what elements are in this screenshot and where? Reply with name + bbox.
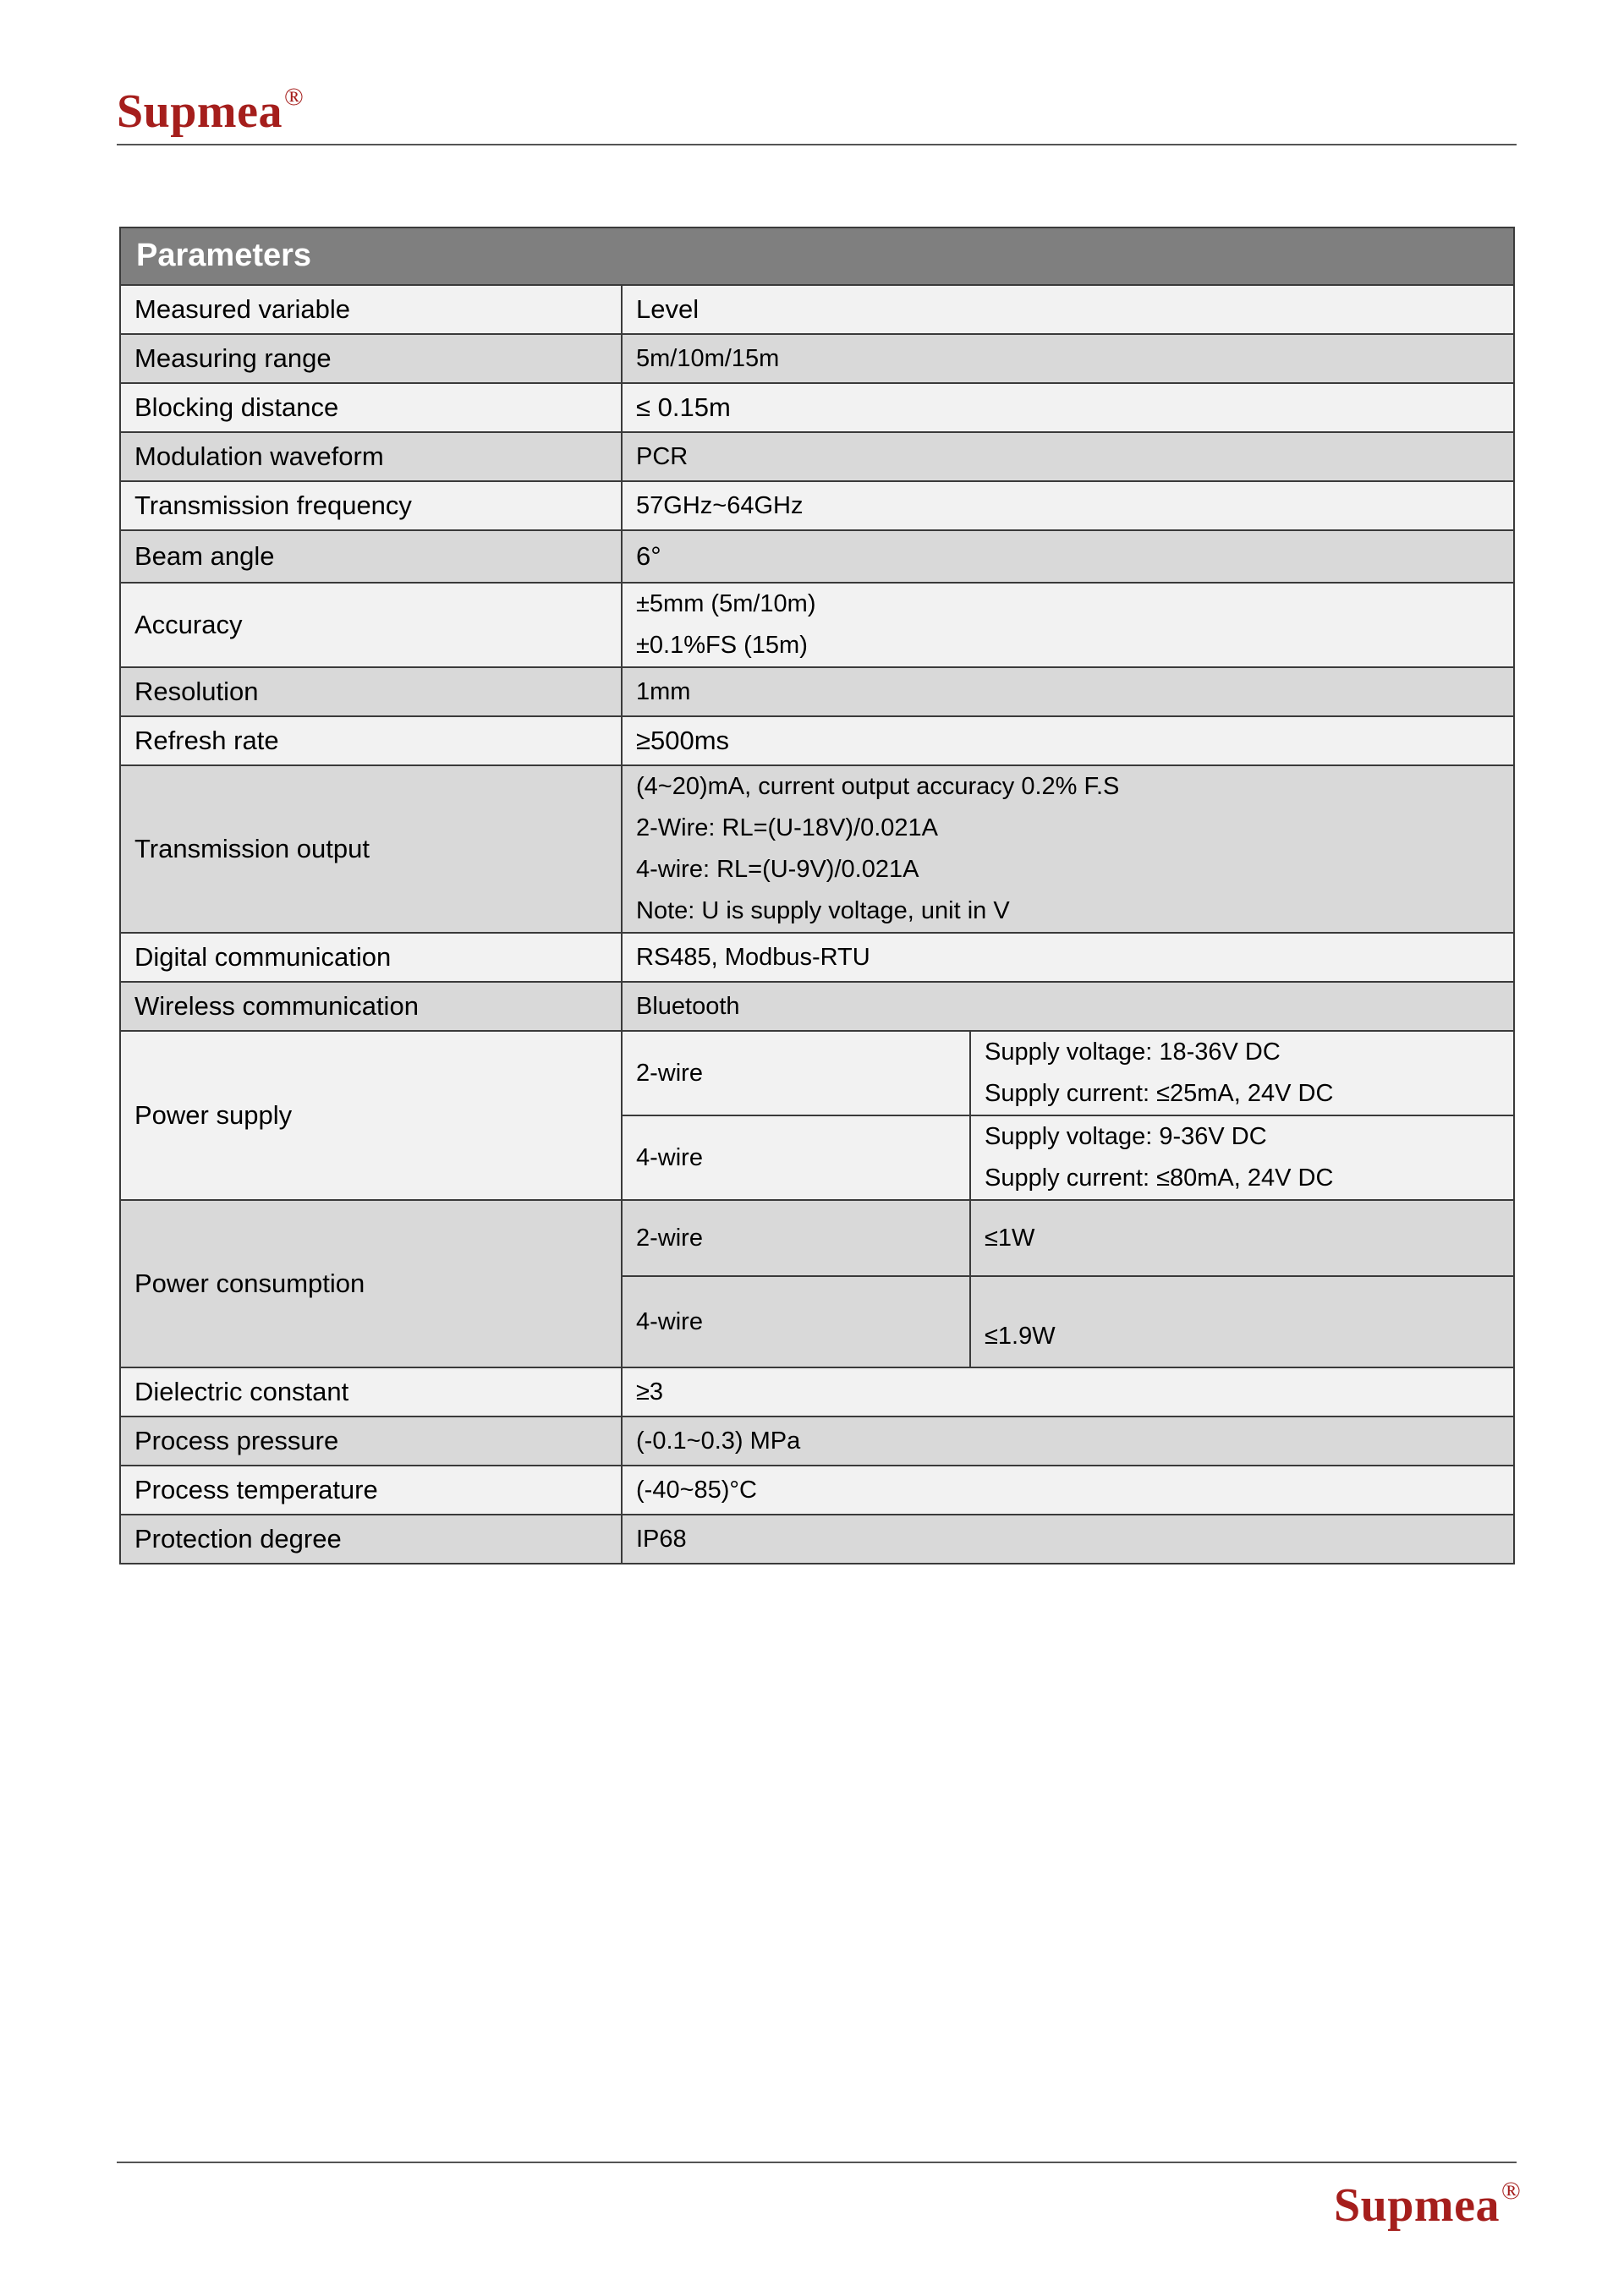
param-value: RS485, Modbus-RTU — [622, 933, 1514, 982]
sub-value: ≤1.9W — [970, 1276, 1514, 1367]
param-label: Digital communication — [120, 933, 622, 982]
table-row — [120, 716, 1514, 765]
table-row — [120, 481, 1514, 530]
param-label: Wireless communication — [120, 982, 622, 1031]
table-row — [120, 667, 1514, 716]
table-row — [120, 1367, 1514, 1417]
param-value: (-40~85)°C — [622, 1466, 1514, 1515]
value-line: Note: U is supply voltage, unit in V — [636, 897, 1010, 924]
table-row — [120, 285, 1514, 334]
param-label: Modulation waveform — [120, 432, 622, 481]
value-line: 4-wire: RL=(U-9V)/0.021A — [636, 856, 919, 883]
table-row — [120, 1200, 1514, 1276]
table-row — [120, 933, 1514, 982]
param-label: Transmission frequency — [120, 481, 622, 530]
param-value: PCR — [622, 432, 1514, 481]
footer-rule — [117, 2162, 1517, 2163]
sub-label: 2-wire — [622, 1031, 970, 1115]
param-value: ≥500ms — [622, 716, 1514, 765]
table-row — [120, 432, 1514, 481]
value-line: (4~20)mA, current output accuracy 0.2% F.S — [636, 773, 1120, 800]
param-label: Refresh rate — [120, 716, 622, 765]
sub-label: 4-wire — [622, 1115, 970, 1200]
table-row — [120, 765, 1514, 933]
param-value: Bluetooth — [622, 982, 1514, 1031]
sub-label: 4-wire — [622, 1276, 970, 1367]
table-header-row — [120, 227, 1514, 285]
value-line: Supply current: ≤80mA, 24V DC — [985, 1164, 1334, 1192]
supmea-logo-bottom: Supmea® — [1334, 2177, 1522, 2232]
header-rule — [117, 144, 1517, 145]
table-row — [120, 1466, 1514, 1515]
value-line: ±0.1%FS (15m) — [636, 632, 808, 659]
sub-label: 2-wire — [622, 1200, 970, 1276]
param-label: Beam angle — [120, 530, 622, 583]
param-label: Accuracy — [120, 583, 622, 667]
param-label: Resolution — [120, 667, 622, 716]
param-value: (-0.1~0.3) MPa — [622, 1417, 1514, 1466]
value-line: 2-Wire: RL=(U-18V)/0.021A — [636, 814, 938, 841]
param-value: IP68 — [622, 1515, 1514, 1564]
param-value: Level — [622, 285, 1514, 334]
param-label: Protection degree — [120, 1515, 622, 1564]
param-value: ≥3 — [622, 1367, 1514, 1417]
param-label: Blocking distance — [120, 383, 622, 432]
sub-value — [970, 1031, 1514, 1115]
param-value: 6° — [622, 530, 1514, 583]
param-value: 57GHz~64GHz — [622, 481, 1514, 530]
param-label: Power consumption — [120, 1200, 622, 1367]
param-label: Transmission output — [120, 765, 622, 933]
table-title: Parameters — [120, 227, 1514, 285]
param-value: ≤ 0.15m — [622, 383, 1514, 432]
table-row — [120, 334, 1514, 383]
value-line: ±5mm (5m/10m) — [636, 590, 816, 617]
table-row — [120, 583, 1514, 667]
parameters-table — [119, 227, 1515, 1564]
table-row — [120, 982, 1514, 1031]
table-row — [120, 1417, 1514, 1466]
supmea-logo-top: Supmea® — [117, 83, 304, 138]
table-row — [120, 530, 1514, 583]
table-row — [120, 383, 1514, 432]
param-label: Measuring range — [120, 334, 622, 383]
table-row — [120, 1515, 1514, 1564]
param-value — [622, 765, 1514, 933]
param-label: Dielectric constant — [120, 1367, 622, 1417]
value-line: Supply voltage: 18-36V DC — [985, 1038, 1281, 1066]
sub-value — [970, 1115, 1514, 1200]
value-line: Supply voltage: 9-36V DC — [985, 1123, 1267, 1150]
value-line: Supply current: ≤25mA, 24V DC — [985, 1080, 1334, 1107]
param-value: 1mm — [622, 667, 1514, 716]
param-value: 5m/10m/15m — [622, 334, 1514, 383]
param-label: Process temperature — [120, 1466, 622, 1515]
sub-value: ≤1W — [970, 1200, 1514, 1276]
param-value — [622, 583, 1514, 667]
table-row — [120, 1031, 1514, 1115]
param-label: Power supply — [120, 1031, 622, 1200]
param-label: Measured variable — [120, 285, 622, 334]
param-label: Process pressure — [120, 1417, 622, 1466]
